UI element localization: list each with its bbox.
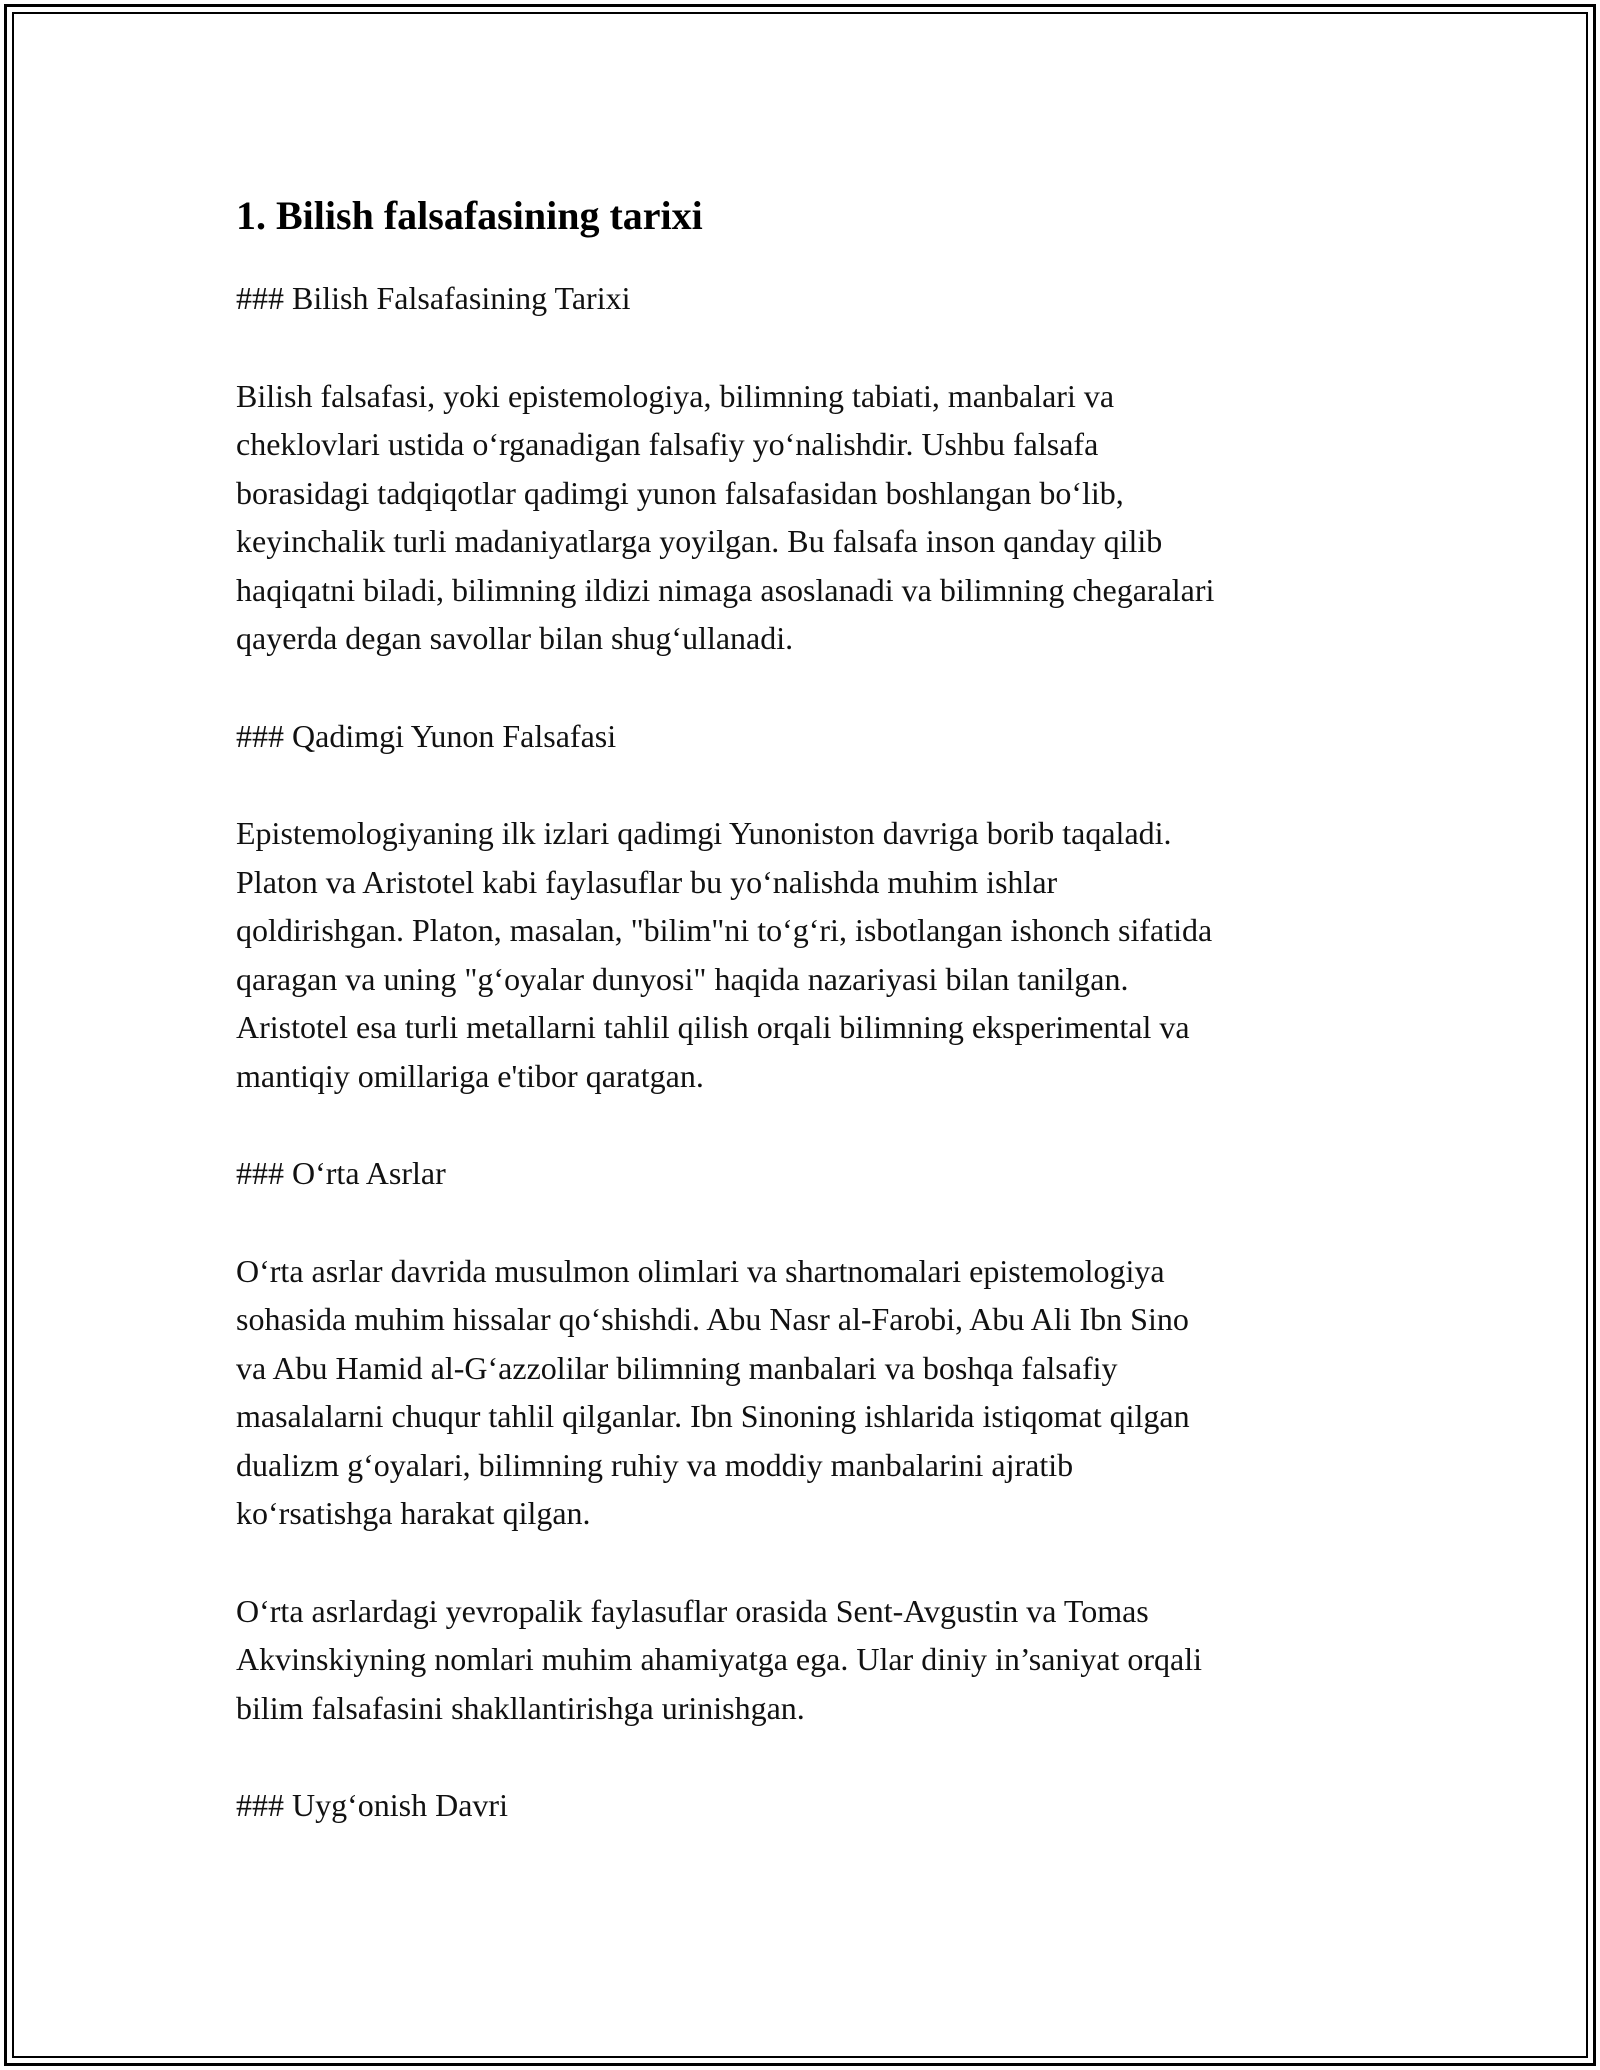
section-uygonish-davri	[236, 1781, 1376, 1830]
paragraph-line: cheklovlari ustida o‘rganadigan falsafiy yo‘nalishdir. Ushbu falsafa	[236, 426, 1099, 462]
section-heading: ### Qadimgi Yunon Falsafasi	[236, 717, 617, 754]
section-heading: ### Uyg‘onish Davri	[236, 1787, 508, 1823]
paragraph-line: borasidagi tadqiqotlar qadimgi yunon falsafasidan boshlangan bo‘lib,	[236, 474, 1124, 511]
document-body	[236, 180, 1376, 1830]
paragraph-line: bilim falsafasini shakllantirishga urinishgan.	[236, 1689, 805, 1726]
paragraph-line: masalalarni chuqur tahlil qilganlar. Ibn Sinoning ishlarida istiqomat qilgan	[236, 1398, 1190, 1434]
page-title: 1. Bilish falsafasining tarixi	[236, 193, 703, 238]
section-qadimgi-yunon-falsafasi	[236, 712, 1376, 1101]
paragraph-line: Epistemologiyaning ilk izlari qadimgi Yunoniston davriga borib taqaladi.	[236, 815, 1172, 851]
paragraph-line: qoldirishgan. Platon, masalan, "bilim"ni to‘g‘ri, isbotlangan ishonch sifatida	[236, 912, 1213, 948]
paragraph-line: haqiqatni biladi, bilimning ildizi nimaga asoslanadi va bilimning chegaralari	[236, 571, 1215, 608]
paragraph-line: qayerda degan savollar bilan shug‘ullanadi.	[236, 620, 794, 656]
section-orta-asrlar	[236, 1149, 1376, 1732]
paragraph-line: sohasida muhim hissalar qo‘shishdi. Abu Nasr al-Farobi, Abu Ali Ibn Sino	[236, 1301, 1189, 1337]
section-bilish-falsafasining-tarixi	[236, 274, 1376, 663]
paragraph-line: qaragan va uning "g‘oyalar dunyosi" haqida nazariyasi bilan tanilgan.	[236, 960, 1129, 997]
paragraph-line: O‘rta asrlardagi yevropalik faylasuflar orasida Sent-Avgustin va Tomas	[236, 1592, 1149, 1629]
paragraph-line: dualizm g‘oyalari, bilimning ruhiy va moddiy manbalarini ajratib	[236, 1446, 1074, 1483]
section-heading: ### O‘rta Asrlar	[236, 1155, 446, 1191]
paragraph-line: Platon va Aristotel kabi faylasuflar bu yo‘nalishda muhim ishlar	[236, 863, 1058, 900]
paragraph	[236, 1587, 1376, 1733]
paragraph	[236, 372, 1376, 663]
paragraph-line: Aristotel esa turli metallarni tahlil qilish orqali bilimning eksperimental va	[236, 1009, 1190, 1045]
section-heading: ### Bilish Falsafasining Tarixi	[236, 280, 631, 316]
paragraph-line: ko‘rsatishga harakat qilgan.	[236, 1495, 591, 1531]
paragraph	[236, 809, 1376, 1100]
paragraph-line: va Abu Hamid al-G‘azzolilar bilimning manbalari va boshqa falsafiy	[236, 1349, 1118, 1386]
paragraph-line: mantiqiy omillariga e'tibor qaratgan.	[236, 1057, 704, 1094]
paragraph-line: Akvinskiyning nomlari muhim ahamiyatga ega. Ular diniy in’saniyat orqali	[236, 1641, 1203, 1677]
paragraph-line: keyinchalik turli madaniyatlarga yoyilgan. Bu falsafa inson qanday qilib	[236, 523, 1163, 559]
paragraph	[236, 1247, 1376, 1538]
paragraph-line: O‘rta asrlar davrida musulmon olimlari va shartnomalari epistemologiya	[236, 1252, 1165, 1289]
paragraph-line: Bilish falsafasi, yoki epistemologiya, bilimning tabiati, manbalari va	[236, 377, 1115, 414]
